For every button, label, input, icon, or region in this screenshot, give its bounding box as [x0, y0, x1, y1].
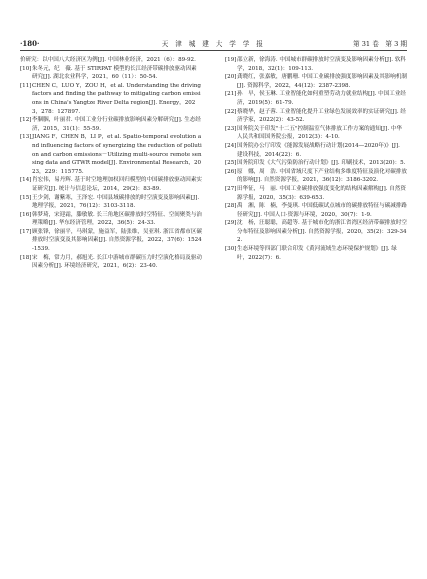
- reference-number: [19]: [225, 57, 237, 63]
- reference-text: 朱冬元，纪 薇. 基于 STIRPAT 模型的长江经济带碳排放驱动因素研究[J]. 湖北农业科学，2021，60（11）：50-54.: [32, 65, 197, 81]
- reference-text: 沈 杨，汪聪聪，高超等. 基于城市化的浙江省湾区经济带碳排放时空分布特征及影响因素分析[J]. 自然资源学报，2020，35(2)：329-342.: [237, 220, 407, 244]
- page-number: ·180·: [20, 39, 40, 48]
- reference-number: [21]: [225, 91, 237, 98]
- reference-item: [225, 90, 407, 107]
- reference-text: 生态环境等四部门联合印发《黄河流域生态环境保护规划》[J]. 绿叶，2022(7)：6.: [237, 246, 397, 261]
- reference-item: [225, 185, 407, 202]
- reference-item: [225, 108, 407, 125]
- reference-text: 国务院关于印发"十二五"控制温室气体排放工作方案的通知[J]. 中华人民共和国国务院公报，2012(3)：4-10.: [237, 125, 402, 141]
- reference-number: [16]: [20, 211, 32, 218]
- reference-number: [20]: [225, 74, 237, 81]
- reference-number: [15]: [20, 194, 32, 201]
- reference-text: 李胭胭，叶丽君. 中国工业分行业碳排放影响因素分解研究[J]. 生态经济，2015，31(1)：55-59.: [32, 117, 201, 132]
- reference-item: [225, 159, 407, 168]
- reference-text: 肖宏伟，易丹辉. 基于时空地理加权回归模型的中国碳排放驱动因素实证研究[J]. 统计与信息论坛，2014，29(2)：83-89.: [32, 177, 202, 192]
- reference-text: 国务院办公厅印发《能源发展战略行动计划(2014—2020年)》[J]. 建设科技，2014(22)：6.: [237, 142, 400, 158]
- reference-number: [18]: [20, 254, 32, 261]
- references-right-column: [225, 56, 407, 262]
- issue-label: 第 31 卷 第 3 期: [353, 40, 407, 48]
- reference-text: 王少剑，谢紫寒，王泽宏. 中国县域碳排放的时空演变及影响因素[J]. 地理学报，2021，76(12)：3103-3118.: [32, 194, 200, 210]
- reference-item: [20, 194, 202, 211]
- reference-item: [20, 56, 202, 65]
- reference-item: [20, 116, 202, 133]
- journal-title: 天 津 城 建 大 学 学 报: [161, 40, 266, 48]
- reference-item: [20, 65, 202, 82]
- reference-item: [225, 202, 407, 219]
- reference-number: [22]: [225, 108, 237, 115]
- reference-item: [20, 133, 202, 176]
- reference-text: 原 娜，周 浩. 中国省域尺度下产业结构多维度特征及演化对碳排放的影响[J]. 自然资源学报，2021，36(12)：3186-3202.: [237, 168, 407, 184]
- reference-number: [24]: [225, 142, 237, 149]
- reference-text: CHEN C，LUO Y，ZOU H，et al. Understanding the driving factors and finding the pathway to mitigating carbon emissions in China's Yangtze River Delta region[J]. Energy，2023，278：127897.: [32, 82, 201, 115]
- reference-number: [17]: [20, 228, 32, 235]
- reference-number: [29]: [225, 220, 237, 227]
- reference-text: 宋 梅，常力月，郝旭光. 长江中游城市群碳压力时空演化格局及驱动因素分析[J]. 环境经济研究，2021，6(2)：23-40.: [32, 254, 202, 270]
- reference-number: [10]: [20, 65, 32, 72]
- reference-number: [23]: [225, 125, 237, 132]
- reference-number: [14]: [20, 177, 32, 184]
- reference-text: 孙 早，侯玉琳. 工业智能化如何重塑劳动力就业结构[J]. 中国工业经济，2019(5)：61-79.: [237, 91, 406, 106]
- reference-text: 蔡晓华，赵子蓉. 工业智能化提升工业绿色发展效率的实证研究[J]. 经济学家，2022(2)：43-52.: [237, 108, 406, 124]
- reference-item: [225, 125, 407, 142]
- reference-number: [12]: [20, 117, 32, 124]
- reference-text: 国务院印发《大气污染防治行动计划》[J]. 印刷技术，2013(20)：5.: [237, 160, 406, 167]
- running-header: [20, 38, 407, 51]
- reference-text: 禹 湘，陈 楠，李曼琪. 中国低碳试点城市的碳排放特征与碳减排路径研究[J]. 中国人口·资源与环境，2020，30(7)：1-9.: [237, 203, 407, 218]
- reference-number: [30]: [225, 246, 237, 253]
- reference-text: 顾张锋，徐丽平，马琪蒙，施益军，陆张维，吴亚琪. 浙江省都市区碳排放时空演变及其影响因素[J]. 自然资源学报，2022，37(6)：1524-1539.: [32, 228, 202, 253]
- reference-item: [20, 228, 202, 254]
- reference-item: [20, 254, 202, 271]
- reference-number: [11]: [20, 82, 32, 89]
- reference-number: [27]: [225, 185, 237, 192]
- reference-item: [225, 142, 407, 159]
- reference-text: 价研究：以中国八大经济区为例[J]. 中国林业经济，2021（6）：89-92.: [20, 57, 196, 63]
- reference-text: 邵立新，徐海涛. 中国城市群碳排放时空演变及影响因素分析[J]. 软科学，2018，32(1)：109-113.: [237, 57, 406, 72]
- references-left-column: [20, 56, 202, 271]
- reference-item: [20, 176, 202, 193]
- reference-item: [225, 56, 407, 73]
- reference-item: [225, 168, 407, 185]
- reference-text: JIANG F，CHEN B，LI P，et al. Spatio-temporal evolution and influencing factors of synergizing the reduction of pollution and carbon emissions－Utilizing multi-source remote sensing data and GTWR model[J]. Environmental Research，2023，229：115775.: [32, 134, 202, 175]
- reference-number: [13]: [20, 134, 32, 141]
- reference-number: [25]: [225, 160, 237, 167]
- reference-text: 田华征，马 丽. 中国工业碳排放强度变化的结构因素解构[J]. 自然资源学报，2020，35(3)：639-653.: [237, 185, 406, 201]
- reference-item: [20, 82, 202, 116]
- reference-item: [20, 211, 202, 228]
- reference-number: [28]: [225, 203, 237, 210]
- reference-number: [26]: [225, 168, 237, 175]
- reference-item: [225, 245, 407, 262]
- reference-item: [225, 73, 407, 90]
- reference-text: 韩梦琦，宋迎霜，滕敏敏. 长三角地区碳排放时空特征、空间聚类与治理策略[J]. 华东经济管理，2022，36(5)：24-33.: [32, 211, 202, 227]
- reference-text: 龚晓红，张嘉敏，唐鹏珊. 中国工业碳排放强度影响因素及其影响机制[J]. 资源科学，2022，44(12)：2387-2398.: [237, 74, 407, 89]
- reference-item: [225, 219, 407, 245]
